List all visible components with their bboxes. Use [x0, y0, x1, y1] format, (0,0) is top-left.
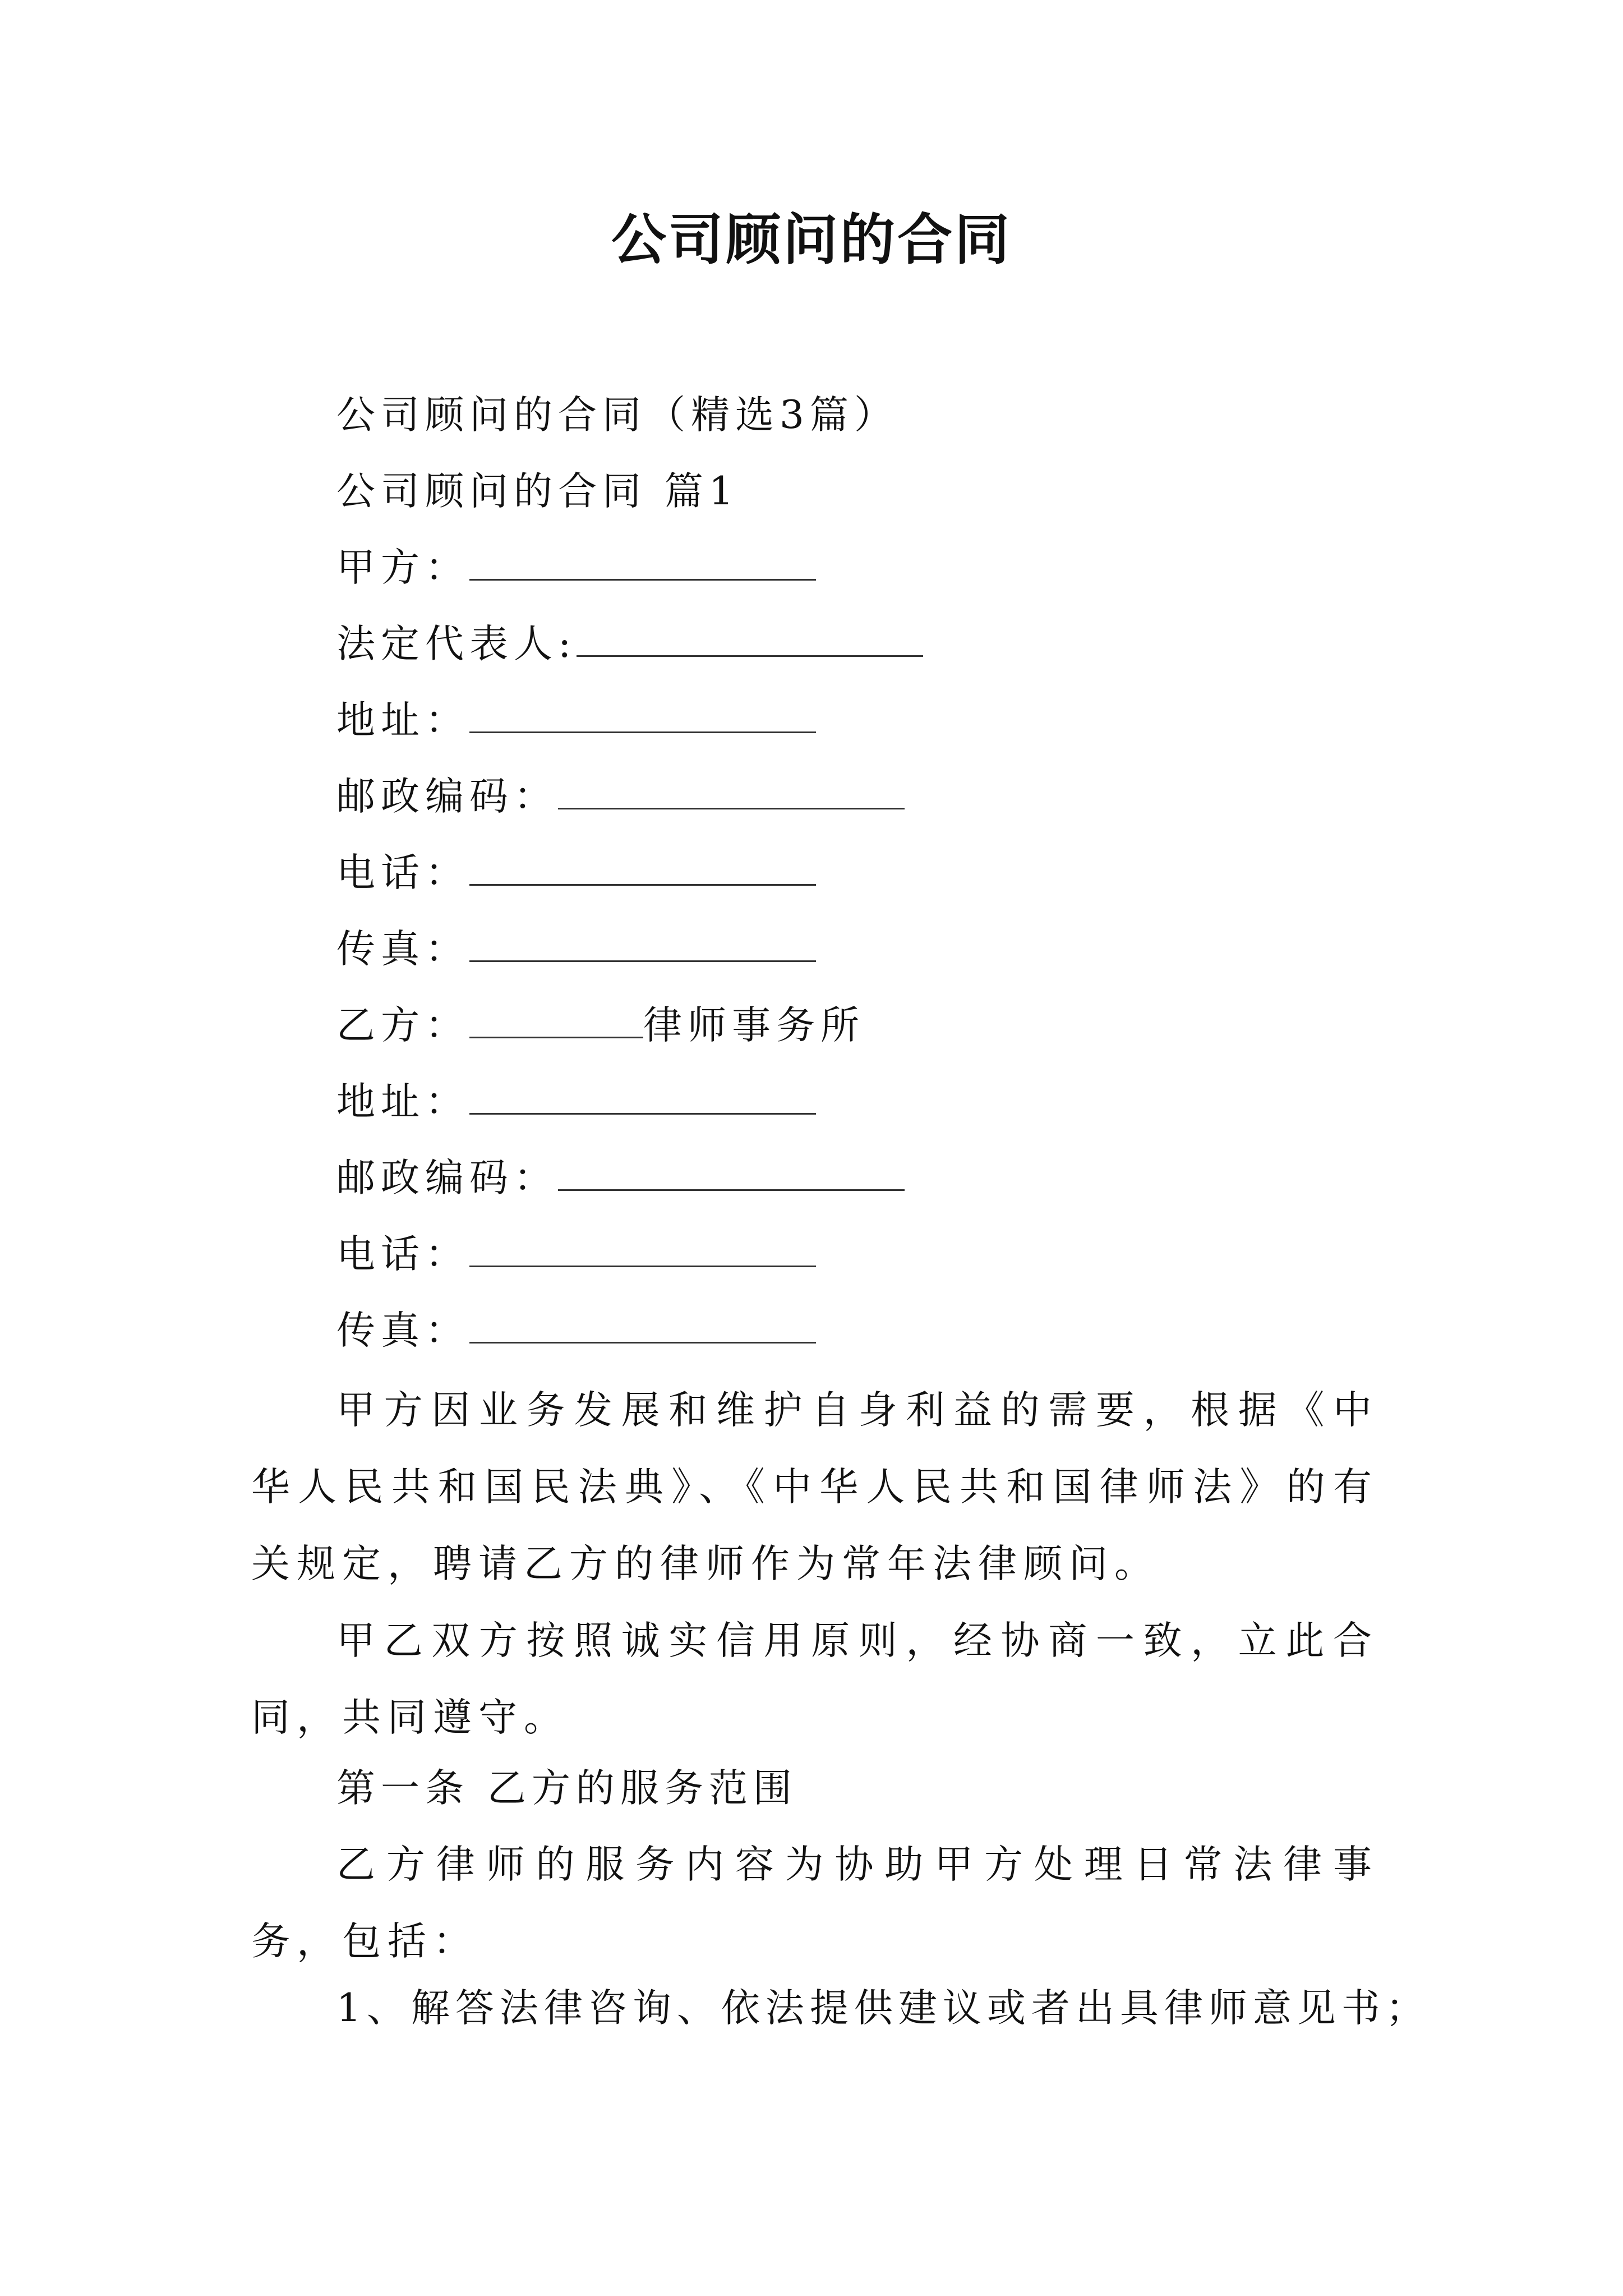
article1-title: 第一条 乙方的服务范围	[336, 1766, 797, 1811]
party-a-name-row	[336, 540, 816, 596]
party-a-fax-row	[336, 921, 816, 977]
party-a-fax-label: 传真：	[336, 927, 469, 972]
article1-item1: 1、解答法律咨询、依法提供建议或者出具律师意见书；	[336, 1986, 1430, 2031]
party-b-name-blank	[469, 1002, 643, 1038]
party-a-postcode-blank	[558, 773, 905, 809]
party-a-name-blank	[469, 544, 816, 581]
agreement-paragraph: 甲乙双方按照诚实信用原则，经协商一致，立此合同，共同遵守。	[251, 1618, 1378, 1740]
party-b-postcode-label: 邮政编码：	[336, 1156, 558, 1200]
party-b-address-blank	[469, 1078, 816, 1115]
intro-paragraph: 甲方因业务发展和维护自身利益的需要，根据《中华人民共和国民法典》、《中华人民共和国律师法》的有关规定，聘请乙方的律师作为常年法律顾问。	[251, 1388, 1378, 1586]
party-a-phone-row	[336, 845, 816, 901]
party-b-address-row	[336, 1074, 816, 1130]
party-a-name-label: 甲方：	[336, 545, 469, 590]
party-b-fax-blank	[469, 1307, 816, 1343]
party-a-postcode-label: 邮政编码：	[336, 774, 558, 819]
party-b-name-suffix: 律师事务所	[643, 1003, 865, 1048]
party-b-name-label: 乙方：	[336, 1003, 469, 1048]
party-a-address-blank	[469, 697, 816, 733]
party-a-rep-row	[336, 616, 923, 672]
party-a-rep-label: 法定代表人:	[336, 622, 577, 666]
party-b-postcode-row	[336, 1150, 905, 1206]
party-b-name-row	[336, 997, 865, 1053]
party-a-phone-label: 电话：	[336, 850, 469, 895]
party-a-postcode-row	[336, 769, 905, 825]
party-b-phone-row	[336, 1226, 816, 1282]
party-a-rep-blank	[577, 620, 923, 657]
document-subtitle: 公司顾问的合同（精选3篇）	[336, 393, 898, 438]
party-b-postcode-blank	[558, 1154, 905, 1191]
party-a-address-row	[336, 692, 816, 748]
article1-body: 乙方律师的服务内容为协助甲方处理日常法律事务，包括：	[251, 1842, 1378, 1964]
party-b-fax-row	[336, 1303, 816, 1359]
party-a-fax-blank	[469, 926, 816, 962]
document-title: 公司顾问的合同	[611, 208, 1012, 272]
party-b-fax-label: 传真：	[336, 1308, 469, 1353]
party-b-phone-blank	[469, 1231, 816, 1267]
party-a-phone-blank	[469, 849, 816, 886]
party-a-address-label: 地址：	[336, 698, 469, 743]
party-b-address-label: 地址：	[336, 1079, 469, 1124]
party-b-phone-label: 电话：	[336, 1232, 469, 1277]
section-heading: 公司顾问的合同 篇1	[336, 469, 739, 514]
